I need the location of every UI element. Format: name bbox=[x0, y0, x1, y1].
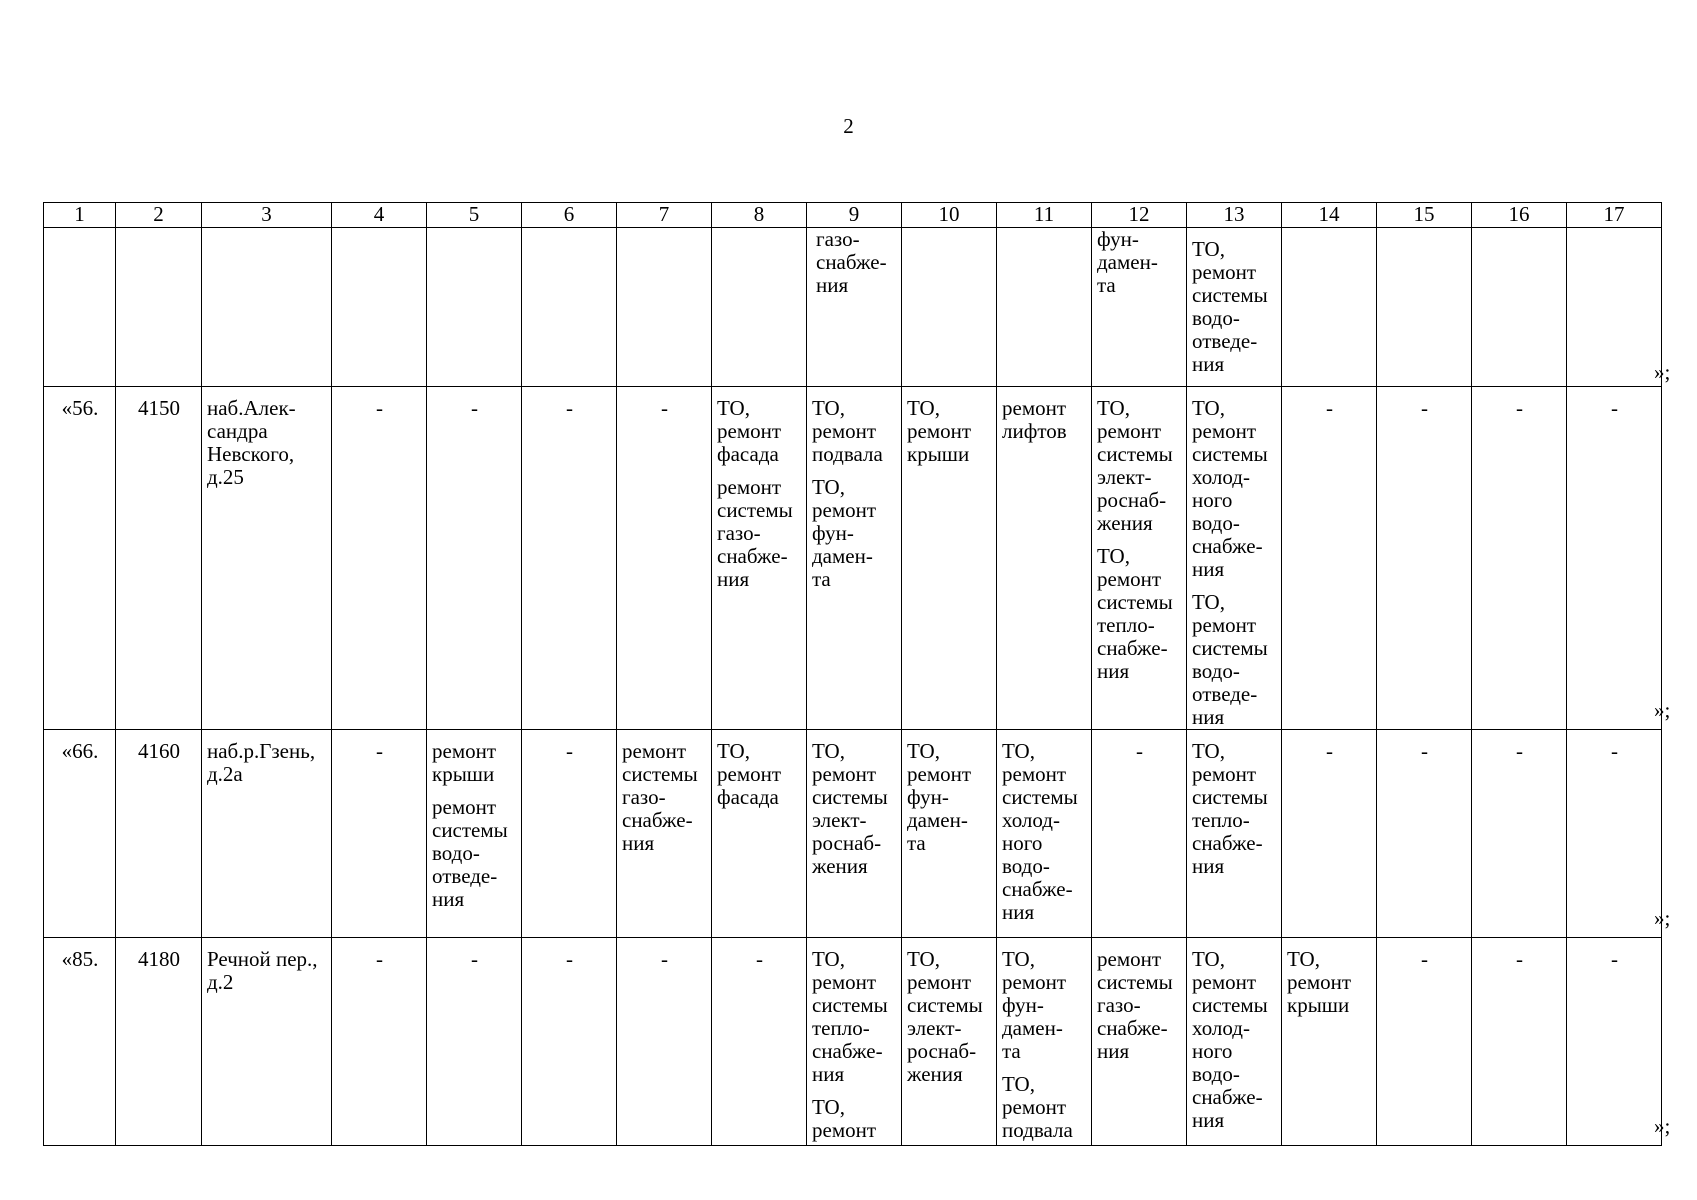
cell-text-line: водо- bbox=[432, 841, 480, 865]
cell-text-line: газо- bbox=[717, 521, 761, 545]
cell-text-line: системы bbox=[1002, 785, 1078, 809]
cell-c5 bbox=[427, 730, 522, 938]
address-line: д.25 bbox=[207, 465, 244, 489]
cell-text-line: ремонт bbox=[1192, 419, 1257, 443]
cell-text-line: водо- bbox=[1192, 659, 1240, 683]
cell-text-line: системы bbox=[622, 762, 698, 786]
cell-text-line: фун- bbox=[1002, 993, 1044, 1017]
row-end-mark: »; bbox=[1654, 906, 1671, 930]
cell-text-line: ТО, bbox=[1192, 237, 1225, 261]
cell-text-line: ТО, bbox=[812, 1095, 845, 1119]
cell-text-block bbox=[1192, 238, 1277, 376]
cell-c12: - bbox=[1092, 730, 1187, 938]
cell-text-line: системы bbox=[1192, 636, 1268, 660]
header-cell: 1 bbox=[44, 203, 116, 228]
cell-c9 bbox=[807, 730, 902, 938]
cell-c11 bbox=[997, 228, 1092, 387]
header-row bbox=[44, 203, 1662, 228]
cell-text-line: ремонт bbox=[1002, 1095, 1067, 1119]
cell-text-line: ремонт bbox=[717, 419, 782, 443]
cell-text-line: ТО, bbox=[1097, 544, 1130, 568]
table-row bbox=[44, 730, 1662, 938]
row-code: 4150 bbox=[116, 387, 202, 730]
row-end-mark: »; bbox=[1654, 1114, 1671, 1138]
cell-c14 bbox=[1282, 938, 1377, 1146]
cell-c15: - bbox=[1377, 730, 1472, 938]
cell-text-line: подвала bbox=[1002, 1118, 1073, 1142]
cell-c12 bbox=[1092, 387, 1187, 730]
cell-text-line: тепло- bbox=[1097, 613, 1155, 637]
cell-text-block bbox=[1097, 397, 1182, 535]
cell-text-line: ремонт bbox=[432, 739, 497, 763]
cell-c5 bbox=[427, 228, 522, 387]
header-cell: 2 bbox=[116, 203, 202, 228]
cell-text-line: жения bbox=[907, 1062, 963, 1086]
cell-text-block bbox=[717, 740, 802, 809]
cell-text-block bbox=[717, 397, 802, 466]
cell-text-line: снабже- bbox=[1192, 1085, 1263, 1109]
cell-c5: - bbox=[427, 938, 522, 1146]
cell-c17 bbox=[1567, 228, 1662, 387]
cell-text-line: отведе- bbox=[1192, 682, 1258, 706]
cell-text-line: жения bbox=[1097, 511, 1153, 535]
cell-c13 bbox=[1187, 938, 1282, 1146]
row-address bbox=[202, 938, 332, 1146]
cell-c2 bbox=[116, 228, 202, 387]
cell-text-block bbox=[1192, 397, 1277, 581]
cell-c7 bbox=[617, 730, 712, 938]
header-cell: 4 bbox=[332, 203, 427, 228]
cell-c8 bbox=[712, 228, 807, 387]
cell-text-line: системы bbox=[432, 818, 508, 842]
cell-text-line: водо- bbox=[1192, 511, 1240, 535]
cell-c4: - bbox=[332, 938, 427, 1146]
cell-text-block bbox=[432, 796, 517, 911]
header-cell: 10 bbox=[902, 203, 997, 228]
cell-text-line: та bbox=[1002, 1039, 1021, 1063]
address-line: наб.Алек- bbox=[207, 396, 296, 420]
cell-text-line: ремонт bbox=[812, 419, 877, 443]
cell-text-block bbox=[907, 740, 992, 855]
header-cell: 12 bbox=[1092, 203, 1187, 228]
cell-text-line: ремонт bbox=[907, 419, 972, 443]
cell-text-line: ремонт bbox=[1002, 762, 1067, 786]
row-code: 4180 bbox=[116, 938, 202, 1146]
header-cell: 13 bbox=[1187, 203, 1282, 228]
cell-text-block bbox=[717, 476, 802, 591]
cell-c10 bbox=[902, 228, 997, 387]
cell-text-line: фун- bbox=[907, 785, 949, 809]
cell-text-line: ТО, bbox=[1192, 947, 1225, 971]
cell-text-line: ТО, bbox=[812, 947, 845, 971]
cell-text-block bbox=[812, 476, 897, 591]
cell-c11 bbox=[997, 938, 1092, 1146]
cell-text-line: крыши bbox=[432, 762, 495, 786]
cell-c6: - bbox=[522, 938, 617, 1146]
header-cell: 6 bbox=[522, 203, 617, 228]
header-cell: 3 bbox=[202, 203, 332, 228]
cell-text-line: фасада bbox=[717, 785, 779, 809]
cell-c17: - bbox=[1567, 938, 1662, 1146]
row-number: «66. bbox=[44, 730, 116, 938]
cell-text-line: ремонт bbox=[1097, 567, 1162, 591]
cell-text-line: ния bbox=[816, 273, 849, 297]
cell-text-block bbox=[1002, 740, 1087, 924]
cell-text-line: крыши bbox=[1287, 993, 1350, 1017]
cell-text-block bbox=[812, 1096, 897, 1142]
cell-text-line: ремонт bbox=[907, 970, 972, 994]
cell-text-line: ния bbox=[1192, 352, 1225, 376]
cell-c8: - bbox=[712, 938, 807, 1146]
cell-text-line: ТО, bbox=[1002, 947, 1035, 971]
cell-text-line: водо- bbox=[1002, 854, 1050, 878]
cell-text-line: фун- bbox=[812, 521, 854, 545]
cell-c4 bbox=[332, 228, 427, 387]
cell-c16: - bbox=[1472, 387, 1567, 730]
cell-text-line: системы bbox=[812, 993, 888, 1017]
cell-c14: - bbox=[1282, 387, 1377, 730]
cell-text-line: ремонт bbox=[1097, 947, 1162, 971]
cell-text-line: ния bbox=[1002, 900, 1035, 924]
cell-c16: - bbox=[1472, 938, 1567, 1146]
cell-text-block bbox=[1002, 1073, 1087, 1142]
cell-text-block bbox=[1002, 397, 1087, 443]
cell-c6: - bbox=[522, 730, 617, 938]
cell-text-block bbox=[1192, 948, 1277, 1132]
cell-text-line: системы bbox=[1192, 993, 1268, 1017]
table-row bbox=[44, 938, 1662, 1146]
cell-text-line: отведе- bbox=[1192, 329, 1258, 353]
cell-text-line: ремонт bbox=[1097, 419, 1162, 443]
cell-text-line: та bbox=[1097, 273, 1116, 297]
cell-text-line: системы bbox=[1097, 970, 1173, 994]
cell-text-line: элект- bbox=[907, 1016, 962, 1040]
cell-text-block bbox=[1097, 545, 1182, 683]
cell-text-block bbox=[1192, 740, 1277, 878]
cell-text-line: ТО, bbox=[1192, 739, 1225, 763]
address-line: Невского, bbox=[207, 442, 295, 466]
cell-text-line: ТО, bbox=[812, 396, 845, 420]
row-end-mark: »; bbox=[1654, 698, 1671, 722]
cell-text-line: ремонт bbox=[812, 498, 877, 522]
cell-c5: - bbox=[427, 387, 522, 730]
cell-text-line: ремонт bbox=[1002, 396, 1067, 420]
cell-text-line: ного bbox=[1192, 488, 1233, 512]
cell-c15: - bbox=[1377, 387, 1472, 730]
row-number: «85. bbox=[44, 938, 116, 1146]
cell-text-line: снабже- bbox=[1192, 831, 1263, 855]
cell-text-line: ного bbox=[1002, 831, 1043, 855]
cell-text-line: ремонт bbox=[1002, 970, 1067, 994]
cell-text-line: фун- bbox=[1097, 227, 1139, 251]
header-cell: 8 bbox=[712, 203, 807, 228]
cell-text-block bbox=[1002, 948, 1087, 1063]
cell-text-line: ния bbox=[1097, 659, 1130, 683]
cell-text-line: фасада bbox=[717, 442, 779, 466]
cell-c3 bbox=[202, 228, 332, 387]
cell-text-line: ТО, bbox=[717, 396, 750, 420]
cell-text-line: ремонт bbox=[717, 475, 782, 499]
cell-text-line: элект- bbox=[1097, 465, 1152, 489]
cell-text-line: системы bbox=[812, 785, 888, 809]
header-cell: 11 bbox=[997, 203, 1092, 228]
cell-text-line: ния bbox=[622, 831, 655, 855]
cell-text-line: снабже- bbox=[1097, 1016, 1168, 1040]
row-number: «56. bbox=[44, 387, 116, 730]
cell-text-line: ТО, bbox=[1002, 739, 1035, 763]
cell-text-line: крыши bbox=[907, 442, 970, 466]
cell-text-line: холод- bbox=[1192, 465, 1250, 489]
table-row bbox=[44, 387, 1662, 730]
cell-text-line: ТО, bbox=[1287, 947, 1320, 971]
address-line: Речной пер., bbox=[207, 947, 318, 971]
cell-text-line: роснаб- bbox=[907, 1039, 977, 1063]
cell-text-line: ния bbox=[812, 1062, 845, 1086]
cell-text-line: водо- bbox=[1192, 306, 1240, 330]
address-line: сандра bbox=[207, 419, 268, 443]
continuation-row bbox=[44, 228, 1662, 387]
cell-c16 bbox=[1472, 228, 1567, 387]
row-end-mark: »; bbox=[1654, 360, 1671, 384]
cell-text-line: ТО, bbox=[717, 739, 750, 763]
cell-c10 bbox=[902, 730, 997, 938]
cell-text-block bbox=[812, 740, 897, 878]
cell-c4: - bbox=[332, 730, 427, 938]
cell-text-line: ТО, bbox=[1002, 1072, 1035, 1096]
cell-text-line: системы bbox=[1192, 283, 1268, 307]
row-code: 4160 bbox=[116, 730, 202, 938]
cell-text-line: ТО, bbox=[1192, 396, 1225, 420]
header-cell: 7 bbox=[617, 203, 712, 228]
cell-text-line: дамен- bbox=[1002, 1016, 1063, 1040]
cell-c9 bbox=[807, 938, 902, 1146]
cell-c12 bbox=[1092, 938, 1187, 1146]
cell-text-line: системы bbox=[1192, 785, 1268, 809]
cell-text-line: ния bbox=[717, 567, 750, 591]
cell-c11 bbox=[997, 730, 1092, 938]
cell-text-line: системы bbox=[1097, 442, 1173, 466]
cell-c15: - bbox=[1377, 938, 1472, 1146]
cell-text-line: ремонт bbox=[812, 1118, 877, 1142]
cell-text-line: ния bbox=[1192, 1108, 1225, 1132]
cell-text-line: снабже- bbox=[622, 808, 693, 832]
cell-text-line: водо- bbox=[1192, 1062, 1240, 1086]
cell-text-line: газо- bbox=[816, 227, 860, 251]
cell-text-line: ремонт bbox=[1192, 762, 1257, 786]
cell-text-line: роснаб- bbox=[1097, 488, 1167, 512]
cell-text-line: снабже- bbox=[816, 250, 887, 274]
cell-text-line: холод- bbox=[1192, 1016, 1250, 1040]
cell-text-block bbox=[1097, 948, 1182, 1063]
cell-c16: - bbox=[1472, 730, 1567, 938]
page-number: 2 bbox=[843, 114, 854, 138]
address-line: наб.р.Гзень, bbox=[207, 739, 316, 763]
cell-text-block bbox=[1097, 228, 1182, 297]
header-cell: 16 bbox=[1472, 203, 1567, 228]
cell-c17: - bbox=[1567, 387, 1662, 730]
cell-text-line: тепло- bbox=[812, 1016, 870, 1040]
cell-text-line: роснаб- bbox=[812, 831, 882, 855]
cell-text-line: ремонт bbox=[1192, 970, 1257, 994]
cell-text-line: ния bbox=[1192, 705, 1225, 729]
cell-text-line: ремонт bbox=[1192, 260, 1257, 284]
cell-text-line: системы bbox=[1097, 590, 1173, 614]
cell-text-line: дамен- bbox=[907, 808, 968, 832]
cell-text-line: газо- bbox=[1097, 993, 1141, 1017]
cell-text-line: ТО, bbox=[907, 396, 940, 420]
cell-text-line: подвала bbox=[812, 442, 883, 466]
cell-text-line: та bbox=[812, 567, 831, 591]
cell-text-line: ния bbox=[1097, 1039, 1130, 1063]
cell-c11 bbox=[997, 387, 1092, 730]
cell-text-line: ремонт bbox=[1287, 970, 1352, 994]
cell-c6 bbox=[522, 228, 617, 387]
cell-c8 bbox=[712, 730, 807, 938]
cell-c6: - bbox=[522, 387, 617, 730]
cell-text-block bbox=[622, 740, 707, 855]
address-line: д.2 bbox=[207, 970, 234, 994]
cell-text-line: дамен- bbox=[1097, 250, 1158, 274]
header-cell: 5 bbox=[427, 203, 522, 228]
cell-text-block bbox=[1192, 591, 1277, 729]
cell-text-line: элект- bbox=[812, 808, 867, 832]
cell-text-line: снабже- bbox=[1192, 534, 1263, 558]
cell-text-line: ния bbox=[432, 887, 465, 911]
header-cell: 15 bbox=[1377, 203, 1472, 228]
cell-text-line: снабже- bbox=[1002, 877, 1073, 901]
cell-c9 bbox=[807, 228, 902, 387]
cell-c7 bbox=[617, 228, 712, 387]
cell-c9 bbox=[807, 387, 902, 730]
cell-text-line: ремонт bbox=[622, 739, 687, 763]
cell-c7: - bbox=[617, 938, 712, 1146]
cell-text-line: ремонт bbox=[432, 795, 497, 819]
cell-text-line: ТО, bbox=[907, 739, 940, 763]
cell-text-line: снабже- bbox=[812, 1039, 883, 1063]
cell-text-block bbox=[432, 740, 517, 786]
cell-c17: - bbox=[1567, 730, 1662, 938]
cell-c14 bbox=[1282, 228, 1377, 387]
cell-text-line: системы bbox=[907, 993, 983, 1017]
cell-c10 bbox=[902, 387, 997, 730]
cell-text-line: ния bbox=[1192, 854, 1225, 878]
cell-text-line: жения bbox=[812, 854, 868, 878]
cell-text-line: ремонт bbox=[812, 762, 877, 786]
cell-c15 bbox=[1377, 228, 1472, 387]
cell-text-line: ремонт bbox=[717, 762, 782, 786]
cell-text-line: газо- bbox=[622, 785, 666, 809]
row-address bbox=[202, 387, 332, 730]
cell-text-block bbox=[907, 948, 992, 1086]
cell-c1 bbox=[44, 228, 116, 387]
cell-text-block bbox=[812, 397, 897, 466]
row-address bbox=[202, 730, 332, 938]
cell-text-line: дамен- bbox=[812, 544, 873, 568]
header-cell: 9 bbox=[807, 203, 902, 228]
cell-c13 bbox=[1187, 730, 1282, 938]
cell-c12 bbox=[1092, 228, 1187, 387]
cell-text-block bbox=[907, 397, 992, 466]
cell-text-line: ТО, bbox=[1097, 396, 1130, 420]
cell-text-block bbox=[816, 228, 897, 297]
cell-c13 bbox=[1187, 228, 1282, 387]
cell-text-block bbox=[812, 948, 897, 1086]
cell-text-line: холод- bbox=[1002, 808, 1060, 832]
cell-c14: - bbox=[1282, 730, 1377, 938]
cell-text-line: ремонт bbox=[1192, 613, 1257, 637]
address-line: д.2а bbox=[207, 762, 243, 786]
cell-text-line: снабже- bbox=[717, 544, 788, 568]
cell-text-line: ного bbox=[1192, 1039, 1233, 1063]
cell-text-line: отведе- bbox=[432, 864, 498, 888]
cell-text-block bbox=[1287, 948, 1372, 1017]
cell-text-line: ремонт bbox=[907, 762, 972, 786]
cell-c7: - bbox=[617, 387, 712, 730]
cell-c8 bbox=[712, 387, 807, 730]
cell-text-line: системы bbox=[1192, 442, 1268, 466]
header-cell: 17 bbox=[1567, 203, 1662, 228]
cell-text-line: ТО, bbox=[812, 475, 845, 499]
cell-c13 bbox=[1187, 387, 1282, 730]
cell-text-line: ТО, bbox=[812, 739, 845, 763]
cell-text-line: лифтов bbox=[1002, 419, 1067, 443]
cell-text-line: системы bbox=[717, 498, 793, 522]
cell-text-line: та bbox=[907, 831, 926, 855]
header-cell: 14 bbox=[1282, 203, 1377, 228]
cell-text-line: тепло- bbox=[1192, 808, 1250, 832]
cell-text-line: ТО, bbox=[907, 947, 940, 971]
repair-schedule-table bbox=[43, 202, 1662, 1146]
cell-c4: - bbox=[332, 387, 427, 730]
cell-text-line: снабже- bbox=[1097, 636, 1168, 660]
cell-text-line: ремонт bbox=[812, 970, 877, 994]
cell-text-line: ния bbox=[1192, 557, 1225, 581]
cell-text-line: ТО, bbox=[1192, 590, 1225, 614]
cell-c10 bbox=[902, 938, 997, 1146]
